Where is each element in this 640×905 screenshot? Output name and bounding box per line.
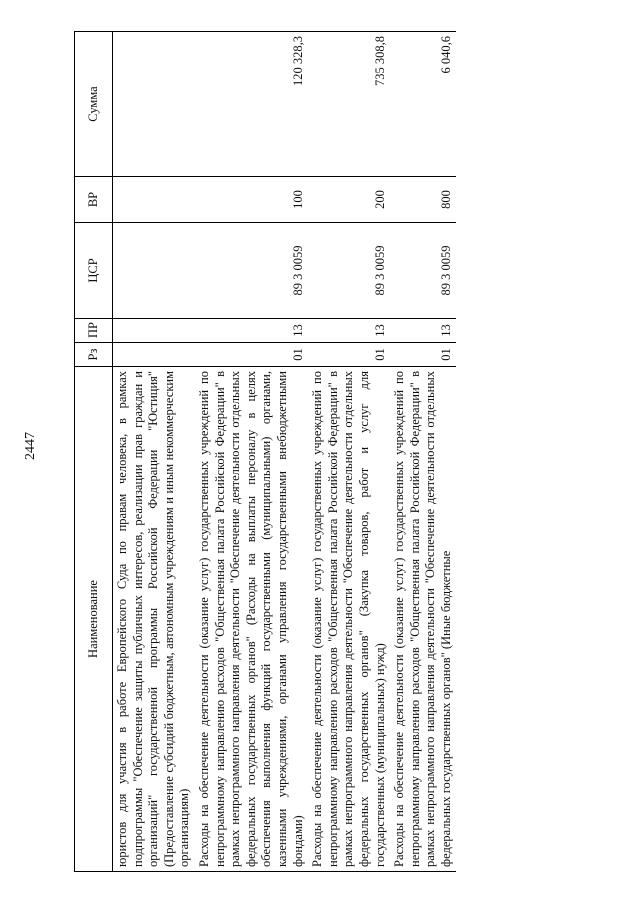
header-vr: ВР	[75, 177, 113, 223]
row-rz	[113, 343, 195, 367]
row-pr: 13	[195, 319, 308, 343]
row-sum	[113, 32, 195, 177]
row-pr: 13	[308, 319, 390, 343]
row-pr: 13	[390, 319, 456, 343]
row-vr	[113, 177, 195, 223]
table-row	[390, 32, 456, 872]
row-name: Расходы на обеспечение деятельности (оказание услуг) государственных учреждений по непрограммному направлению расходов "Общественная палата Российской Федерации" в рамках непрограммного направления деятельности "Обеспечение деятельности отдельных федеральных государственных органов" (Закупка товаров, работ и услуг для государственных (муниципальных) нужд)	[308, 367, 390, 872]
table-header-row	[75, 32, 113, 872]
header-name: Наименование	[75, 367, 113, 872]
page-number: 2447	[23, 432, 38, 460]
budget-table	[74, 32, 600, 872]
table-row	[308, 32, 390, 872]
row-sum: 120 328,3	[195, 32, 308, 177]
header-rz: Рз	[75, 343, 113, 367]
row-sum: 6 040,6	[390, 32, 456, 177]
header-csr: ЦСР	[75, 223, 113, 319]
row-name: юристов для участия в работе Европейского Суда по правам человека, в рамках подпрограммы "Обеспечение защиты публичных интересов, реализации прав граждан и организаций" государственной программы Российской Федерации "Юстиция" (Предоставление субсидий бюджетным, автономным учреждениям и иным некоммерческим организациям)	[113, 367, 195, 872]
table-row	[113, 32, 195, 872]
row-name: Расходы на обеспечение деятельности (оказание услуг) государственных учреждений по непрограммному направлению расходов "Общественная палата Российской Федерации" в рамках непрограммного направления деятельности "Обеспечение деятельности отдельных федеральных государственных органов" (Иные бюджетные	[390, 367, 456, 872]
table-row	[195, 32, 308, 872]
row-vr: 200	[308, 177, 390, 223]
row-vr: 800	[390, 177, 456, 223]
row-sum: 735 308,8	[308, 32, 390, 177]
row-name: Расходы на обеспечение деятельности (оказание услуг) государственных учреждений по непрограммному направлению расходов "Общественная палата Российской Федерации" в рамках непрограммного направления деятельности "Обеспечение деятельности отдельных федеральных государственных органов" (Расходы на выплаты персоналу в целях обеспечения выполнения функций государственными (муниципальными) органами, казенными учреждениями, органами управления государственными внебюджетными фондами)	[195, 367, 308, 872]
row-rz: 01	[308, 343, 390, 367]
row-pr	[113, 319, 195, 343]
row-rz: 01	[390, 343, 456, 367]
row-rz: 01	[195, 343, 308, 367]
row-csr: 89 3 0059	[308, 223, 390, 319]
row-csr	[113, 223, 195, 319]
header-sum: Сумма	[75, 32, 113, 177]
row-vr: 100	[195, 177, 308, 223]
row-csr: 89 3 0059	[390, 223, 456, 319]
row-csr: 89 3 0059	[195, 223, 308, 319]
header-pr: ПР	[75, 319, 113, 343]
